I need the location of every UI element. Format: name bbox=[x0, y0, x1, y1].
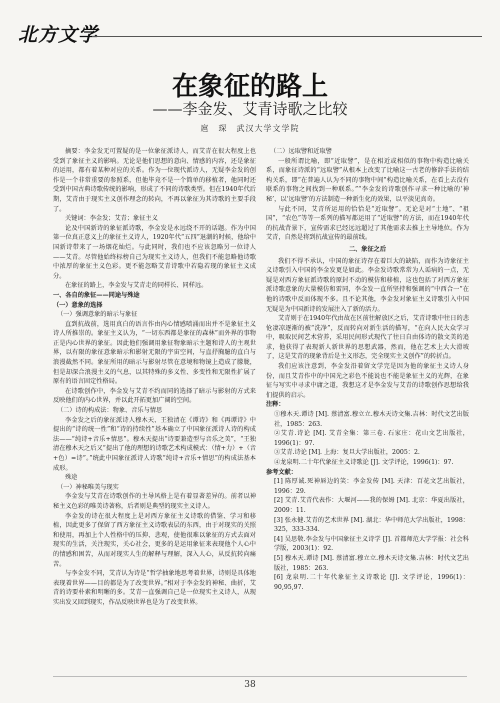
body-paragraph: 关键词：李金发；艾青；象征主义 bbox=[65, 215, 158, 223]
journal-header: 北方文学 bbox=[18, 24, 99, 46]
left-column bbox=[53, 147, 256, 677]
section-heading: （一）神秘唯美与现实 bbox=[57, 483, 119, 491]
reference-entry: ④龙泉明.二十年代象征主义诗歌论 [J]. 文学评论，1996(1)：97. bbox=[274, 459, 454, 466]
bottom-rule bbox=[53, 676, 467, 677]
reference-entry: [1] 陈厚诚.死神唇边的笑：李金发传 [M]. 天津：百花文艺出版社，1996：29. bbox=[274, 478, 469, 495]
section-heading: （二）远取譬和近取譬 bbox=[270, 148, 332, 155]
body-paragraph: 摘要：李金发无可置疑的是一位象征派诗人，而艾青在很大程度上也受到了象征主义的影响。无论是他们思想的意向、情感的内容，还是象征的运用，都有着某种对应的关系。作为一位现代派诗人，无疑李金发的创作是一个非常重要的参照系，但他毕竟不是一个简单的移植者，他同时还受到中国古典诗歌传统的影响，形成了不同的诗歌类型。但在1940年代后期，艾青由于现实主义创作理念的转向，不再以象征为其诗歌的主要手段了。 bbox=[53, 148, 256, 213]
article-author: 扈 琛 武汉大学文学院 bbox=[200, 124, 300, 133]
body-paragraph: 与李金发不同，艾青认为诗是“哲学抽象地思考着世界，诗则是具体地表现着世界——目的都是为了改变世界。”相对于李金发的神秘、曲折，艾青的诗要朴素和明晰的多。艾青一直强调自己是一位现实主义诗人，从现实出发又回到现实，作品反映世界也是为了改变世界。 bbox=[53, 570, 256, 606]
body-paragraph: 殊途 bbox=[65, 474, 78, 482]
reference-entry: ①穆木天.谭诗 [M]. 蔡清富.穆立立.穆木天诗文集.吉林：时代文艺出版社，1985：263. bbox=[274, 411, 469, 428]
reference-entry: [4] 吴思敬.李金发与中国象征主义诗学 [J]. 首都师范大学学报：社会科学版，2003(1)：92. bbox=[274, 535, 469, 553]
body-paragraph: 一般所谓比喻，即“近取譬”，是在相近或相似的事物中构造比喻关系，而象征诗派的“远取譬”从根本上改变了比喻这一古老的修辞手法的结构关系，即“在普遍人认为不同的事物中间”构造比喻关系，在看上去没有联系的事物之间找到一种联系。”“李金发的诗歌创作寻求一种比喻的‘神秘’，以‘远取譬’的方法制造一种新生化的效果，以平淡见真奇。 bbox=[266, 157, 469, 203]
body-paragraph: 我们应该注意到，李金发沿着留文学完是因为他的象征主义诗人身份，而且艾青作中的中国光之彩色不能说也不能是象征主义的光辉，在象征与写实中寻求中庸之道，我想这才是李金发与艾青的诗歌创作思想给我们提供的启示。 bbox=[266, 363, 469, 399]
article-title: 在象征的路上 bbox=[171, 72, 328, 102]
body-paragraph: 李金发的诗在很大程度上是对西方象征主义诗歌的借鉴、学习和移植，因此更多了保留了西方象征主义诗歌表层的东西，由于对现实的关照和使用，再加上个人性格中的压抑、悲观，使他很难以象征的方式去面对现实的生活，关注现实，关心社会，更多的是运用象征来表现他个人心中的情感和困苦，从而对现实人生的解释与理解，深入人心，从反抗转向痛苦。 bbox=[53, 512, 256, 568]
body-paragraph: 李金发与艾青在诗歌创作的主导风格上是有着显著差异的。前者以神秘主义色彩的唯美诗著称，后者则是典型的现实主义诗人。 bbox=[53, 493, 256, 510]
body-paragraph: 我们不得不承认，中国的象征诗存在着巨大的缺陷，而作为诗象征主义诗歌引入中国的李金发更是如此。李金发诗歌常常为人诟病的一点，无疑是对西方象征派诗歌的原封不动的模仿和移植，这也包括了对西方象征派诗歌意象的大量模仿和雷同，李金发一直所坚持和强调的“中西合一”在他的诗歌中反而体现不多。且不论其他，李金发对象征主义诗歌引入中国无疑是为中国新诗的发展注入了新的活力。 bbox=[266, 257, 469, 313]
right-column bbox=[266, 147, 469, 667]
section-heading: 二、象征之后 bbox=[348, 245, 387, 253]
section-heading: （一）强调意象的暗示与象征 bbox=[57, 311, 138, 319]
body-paragraph: 直到抗战前，选用真白的语言作由内心情感喷涌而出并不是象征主义诗人所推崇的。象征主义认为，“一切东西都是象征的森林”而外界的事物正是内心世界的象征。因此他们强调用象征物象暗示主题和诗人的主观世界，以有限的象征意象暗示和影射无限的宇宙空间，与直抒胸臆的直白与浪漫截然不同。象征所用的暗示与影射尽管在意境和物镜上造成了朦胧，但是却深合浪漫主义的气息，以其特殊的多义性、多变性和无限性扩展了原有的语言固定性格局。 bbox=[53, 320, 256, 386]
reference-entry: [5] 穆木天.谭诗 [M]. 蔡清富.穆立立.穆木天诗文集.吉林：时代文艺出版社，1985：263. bbox=[274, 554, 469, 572]
reference-entry: [6] 龙泉明.二十年代象征主义诗歌论 [J]. 文学评论，1996(1)：90,95,97. bbox=[274, 574, 469, 591]
section-heading: 参考文献： bbox=[266, 468, 297, 476]
reference-entry: [2] 艾青.艾青代表作：大堰河——我的保姆 [M]. 北京：华夏出版社，2009：11. bbox=[274, 497, 469, 514]
body-paragraph: 艾青则于在1940年代由故在区前往解放区之后，艾青诗歌中往日的悲怆凄凉逐渐的被“洗净”，反而转向对新生活的描写，“在向人民大众学习中，吸取民间艺术营养，采用民间形式现代了往日自由体诗的散文美的追求，他获得了表现新人新世界的思想武器，然而，他在艺术上大大滑坡了，这是艾青的现象背后是主义形态，完全现实主义创作”的转折点。 bbox=[266, 315, 469, 361]
body-paragraph: 在象征的路上，李金发与艾青走的同样长、同样远。 bbox=[65, 282, 208, 290]
body-paragraph: 在诗歌创作中，李金发与艾青不约而同的选择了暗示与影射的方式来反映他们的内心世界，并以此开拓更加广阔的空间。 bbox=[53, 387, 256, 405]
header-rule bbox=[92, 36, 482, 37]
body-paragraph: 论及中国新诗的象征派诗歌，李金发是永远绕不开的话题。作为中国第一位真正意义上的象征主义诗人，1920年代“五四”退潮的时候，他给中国新诗带来了一场烟花灿烂。与此同时，我们也不应该忽略另一位诗人——艾青。尽管他始终标榜自己为现实主义诗人，但我们不能忽略他诗歌中浓厚的象征主义色彩。更不能忽略艾青诗歌中若隐若现的象征主义成分。 bbox=[53, 224, 256, 280]
body-paragraph: 与此不同，艾青所运用的恰恰是“近取譬”。无论是对“土地”、“祖国”，“农色”等等一系列的描写都运用了“近取譬”的方法，而在1940年代的抗战背景下，宣传需求已经远远超过了其他需求去推上主导地位。作为艾青，自然是将到抗战宣传的最前线。 bbox=[266, 205, 469, 242]
section-heading: 注释： bbox=[266, 401, 285, 409]
page-number: 38 bbox=[244, 680, 256, 690]
article-subtitle: ——李金发、艾青诗歌之比较 bbox=[152, 100, 348, 118]
section-heading: （一）意象的选择 bbox=[53, 301, 103, 309]
body-paragraph: 李金发之后的象征派诗人穆木天、王独清在《谭诗》和《再谭诗》中提出的“诗的统一性”和“诗的持续性”基本确立了中国象征派诗人诗的构成法——“纯诗+音乐+情思”。穆木天提出“诗要兼造型与音乐之美”，“王独清在穆木天之后又“提出了他的理想的诗歌艺术构成模式：（情+力）+（音+色）=诗”。”统此中国象征派诗人诗歌“纯诗+音乐+情思”的构成法基本成形。 bbox=[53, 416, 256, 472]
reference-entry: [3] 张永健.艾青的艺术世界 [M]. 湖北：华中师范大学出版社，1998：325，333-334. bbox=[274, 516, 469, 534]
section-heading: 一、各自的象征——同途与殊途 bbox=[53, 291, 140, 299]
reference-entry: ②艾青.诗论 [M]. 艾青全集：第三卷. 石家庄：花山文艺出版社，1996(1)：97. bbox=[274, 430, 469, 447]
section-heading: （二）诗的构成法：物象、音乐与情思 bbox=[57, 407, 163, 415]
reference-entry: ③艾青.诗论 [M]. 上海：复旦大学出版社，2005：2. bbox=[274, 449, 420, 457]
